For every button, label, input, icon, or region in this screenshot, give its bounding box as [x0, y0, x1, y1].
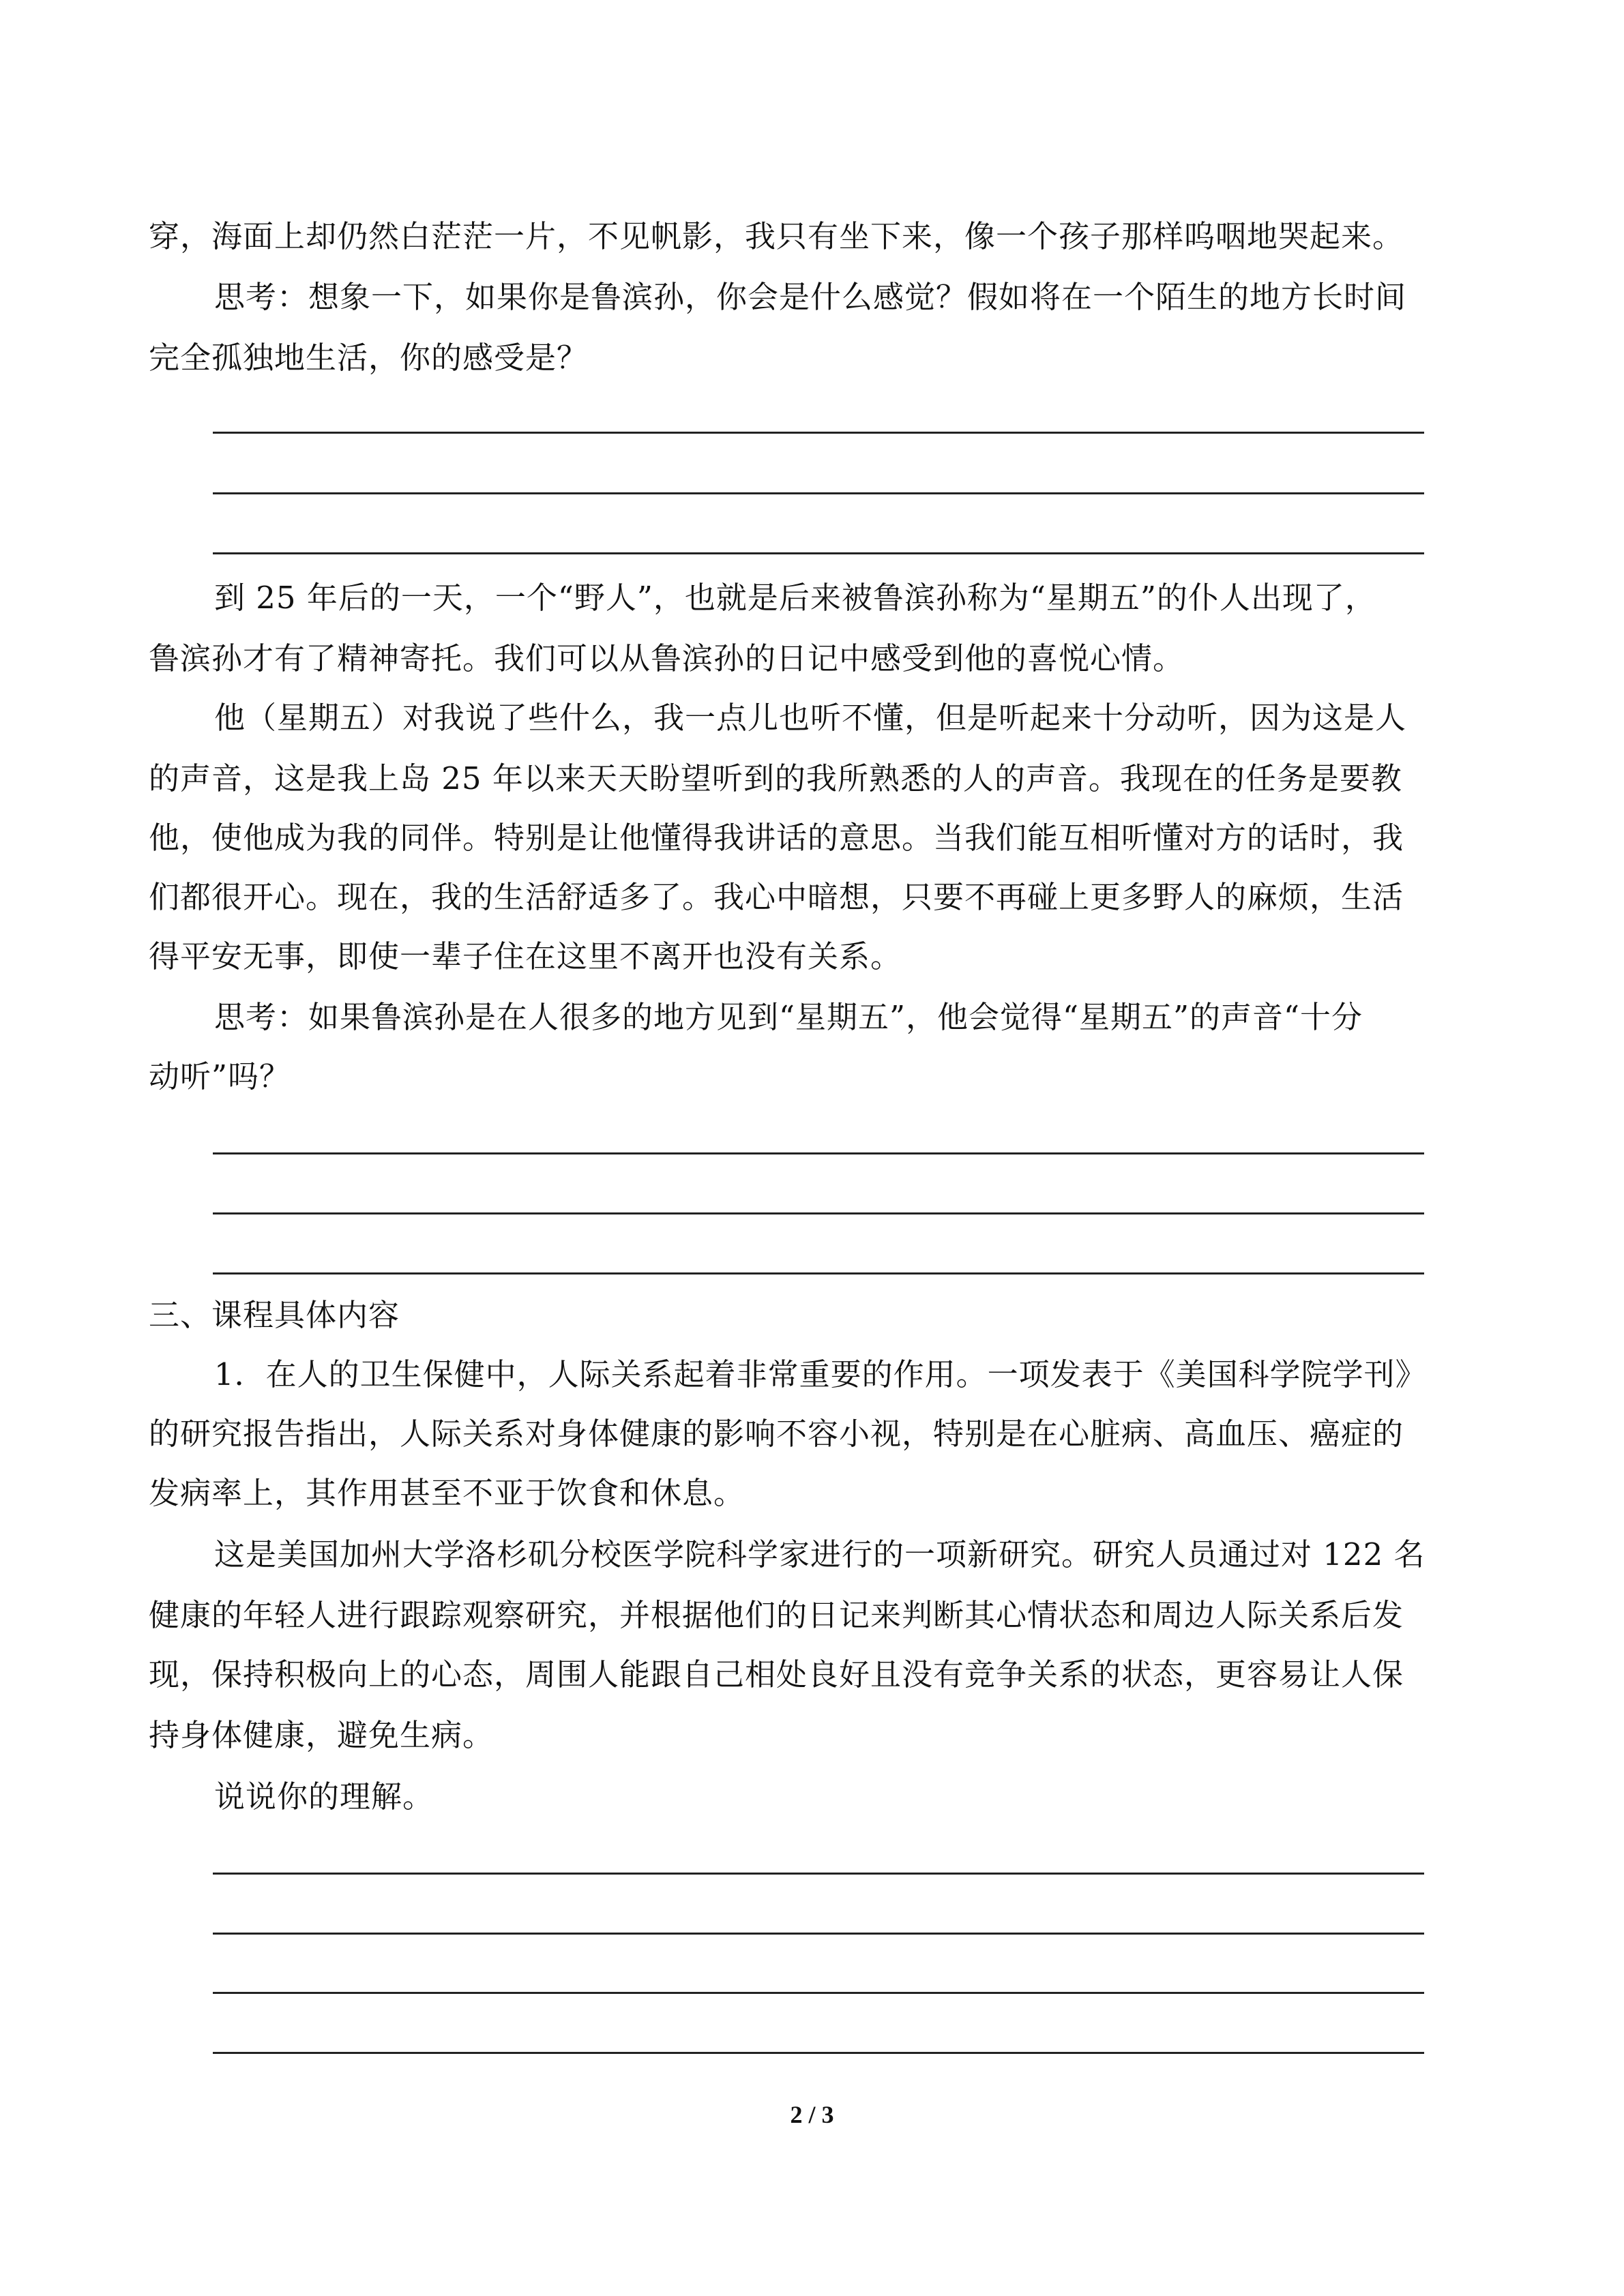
paragraph-line: 他，使他成为我的同伴。特别是让他懂得我讲话的意思。当我们能互相听懂对方的话时，我 — [149, 820, 1404, 856]
paragraph-line: 到 25 年后的一天，一个“野人”，也就是后来被鲁滨孙称为“星期五”的仆人出现了， — [214, 580, 1376, 616]
prompt-line: 说说你的理解。 — [214, 1778, 434, 1815]
paragraph-line: 这是美国加州大学洛杉矶分校医学院科学家进行的一项新研究。研究人员通过对 122 名 — [214, 1536, 1426, 1572]
answer-line[interactable] — [213, 552, 1424, 554]
paragraph-line: 穿，海面上却仍然白茫茫一片，不见帆影，我只有坐下来，像一个孩子那样呜咽地哭起来。 — [149, 218, 1404, 254]
question-line: 动听”吗？ — [149, 1058, 291, 1094]
question-line: 思考：想象一下，如果你是鲁滨孙，你会是什么感觉？假如将在一个陌生的地方长时间 — [214, 279, 1407, 315]
answer-line[interactable] — [213, 1873, 1424, 1875]
answer-line[interactable] — [213, 492, 1424, 494]
paragraph-line: 健康的年轻人进行跟踪观察研究，并根据他们的日记来判断其心情状态和周边人际关系后发 — [149, 1597, 1404, 1633]
answer-line[interactable] — [213, 432, 1424, 434]
answer-line[interactable] — [213, 1992, 1424, 1994]
paragraph-line: 他（星期五）对我说了些什么，我一点儿也听不懂，但是听起来十分动听，因为这是人 — [214, 700, 1407, 736]
paragraph-line: 得平安无事，即使一辈子住在这里不离开也没有关系。 — [149, 938, 902, 974]
answer-line[interactable] — [213, 1152, 1424, 1154]
answer-line[interactable] — [213, 2052, 1424, 2054]
paragraph-line: 持身体健康，避免生病。 — [149, 1717, 494, 1753]
answer-line[interactable] — [213, 1272, 1424, 1274]
paragraph-line: 的声音，这是我上岛 25 年以来天天盼望听到的我所熟悉的人的声音。我现在的任务是要教 — [149, 760, 1402, 796]
page-number: 2 / 3 — [790, 2101, 834, 2128]
paragraph-line: 的研究报告指出，人际关系对身体健康的影响不容小视，特别是在心脏病、高血压、癌症的 — [149, 1416, 1404, 1452]
paragraph-line: 们都很开心。现在，我的生活舒适多了。我心中暗想，只要不再碰上更多野人的麻烦，生活 — [149, 879, 1404, 915]
paragraph-line: 发病率上，其作用甚至不亚于饮食和休息。 — [149, 1475, 745, 1511]
answer-line[interactable] — [213, 1212, 1424, 1214]
paragraph-line: 现，保持积极向上的心态，周围人能跟自己相处良好且没有竞争关系的状态，更容易让人保 — [149, 1656, 1404, 1693]
paragraph-line: 1．在人的卫生保健中，人际关系起着非常重要的作用。一项发表于《美国科学院学刊》 — [214, 1356, 1427, 1392]
paragraph-line: 鲁滨孙才有了精神寄托。我们可以从鲁滨孙的日记中感受到他的喜悦心情。 — [149, 640, 1185, 676]
question-line: 思考：如果鲁滨孙是在人很多的地方见到“星期五”，他会觉得“星期五”的声音“十分 — [214, 999, 1363, 1035]
question-line: 完全孤独地生活，你的感受是？ — [149, 340, 589, 376]
answer-line[interactable] — [213, 1933, 1424, 1935]
section-heading: 三、课程具体内容 — [149, 1297, 400, 1333]
